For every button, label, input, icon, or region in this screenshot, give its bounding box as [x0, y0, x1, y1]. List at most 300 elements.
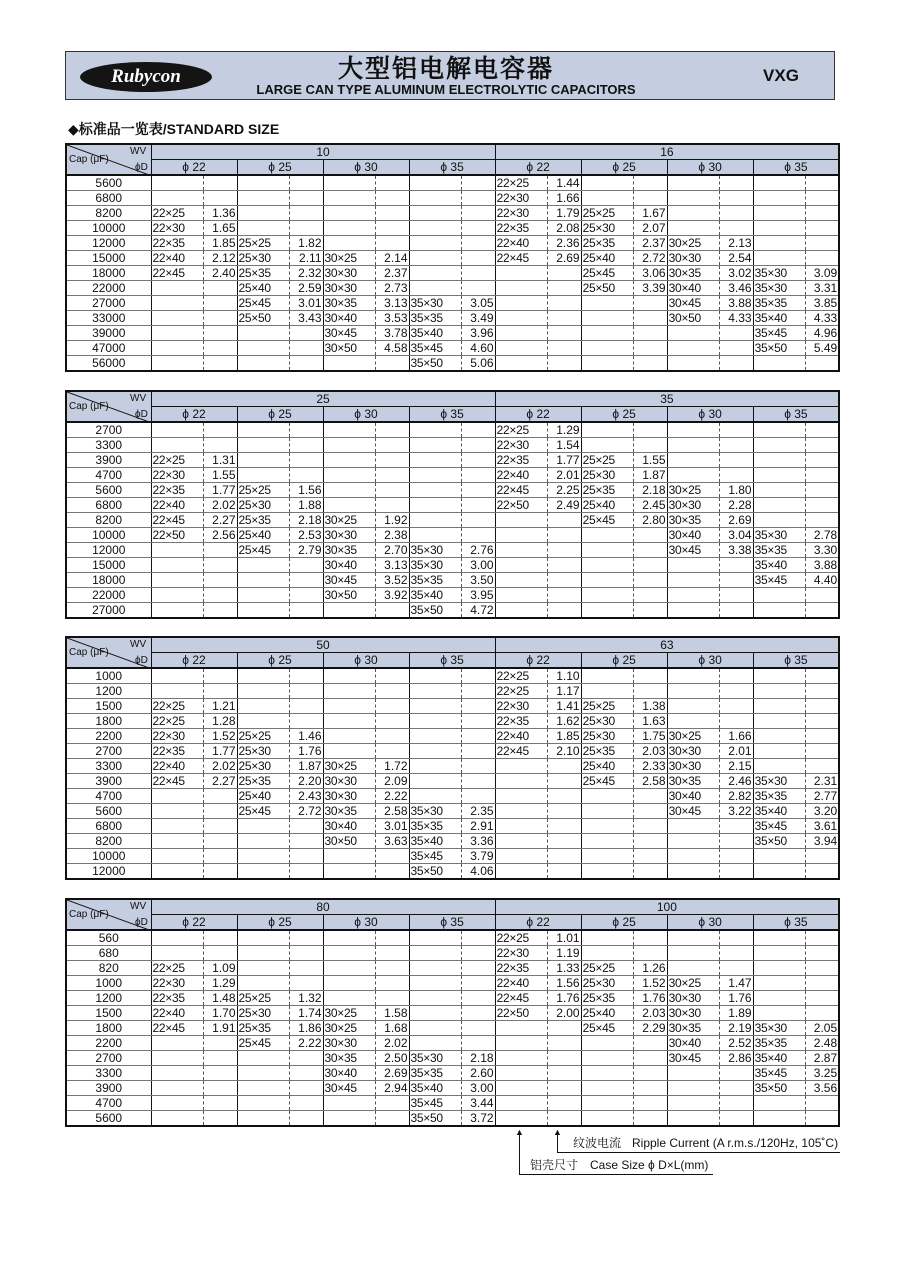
- ripple-current-cell: [289, 422, 323, 438]
- ripple-current-cell: [805, 588, 839, 603]
- case-size-cell: [409, 206, 461, 221]
- ripple-current-cell: 4.40: [805, 573, 839, 588]
- ripple-current-cell: [805, 1006, 839, 1021]
- ripple-current-cell: [719, 573, 753, 588]
- ripple-current-cell: [633, 341, 667, 356]
- case-size-cell: [667, 221, 719, 236]
- case-size-cell: 30×25: [667, 976, 719, 991]
- ripple-current-cell: [375, 468, 409, 483]
- ripple-current-cell: 2.35: [461, 804, 495, 819]
- case-size-cell: 22×35: [151, 483, 203, 498]
- diameter-header: ϕ 25: [237, 160, 323, 176]
- capacitance-cell: 2700: [66, 1051, 151, 1066]
- ripple-current-cell: 1.66: [719, 729, 753, 744]
- ripple-current-cell: [289, 221, 323, 236]
- ripple-current-cell: [375, 976, 409, 991]
- case-size-cell: 25×25: [237, 991, 289, 1006]
- table-row: [66, 744, 839, 759]
- ripple-current-cell: 2.20: [289, 774, 323, 789]
- case-size-cell: 35×40: [753, 804, 805, 819]
- case-size-cell: 30×30: [323, 774, 375, 789]
- case-size-cell: [409, 946, 461, 961]
- case-size-cell: 35×35: [409, 819, 461, 834]
- case-size-cell: 30×30: [667, 1006, 719, 1021]
- ripple-current-cell: [375, 991, 409, 1006]
- case-size-cell: [151, 296, 203, 311]
- case-size-cell: [237, 668, 289, 684]
- ripple-current-cell: [203, 1066, 237, 1081]
- ripple-current-cell: [289, 849, 323, 864]
- ripple-current-cell: 1.87: [633, 468, 667, 483]
- case-size-cell: 22×35: [151, 236, 203, 251]
- case-size-cell: [753, 603, 805, 619]
- case-size-cell: [495, 1051, 547, 1066]
- ripple-current-cell: [547, 1111, 581, 1127]
- ripple-current-cell: 3.06: [633, 266, 667, 281]
- ripple-current-cell: [805, 422, 839, 438]
- ripple-current-cell: [805, 356, 839, 372]
- ripple-current-cell: [461, 468, 495, 483]
- ripple-current-cell: [547, 774, 581, 789]
- ripple-current-cell: 2.52: [719, 1036, 753, 1051]
- ripple-current-cell: 1.76: [547, 991, 581, 1006]
- case-size-cell: [151, 834, 203, 849]
- ripple-current-cell: 2.43: [289, 789, 323, 804]
- ripple-current-cell: 2.94: [375, 1081, 409, 1096]
- case-size-cell: 25×45: [237, 1036, 289, 1051]
- ripple-current-cell: [719, 206, 753, 221]
- case-size-cell: 35×40: [409, 588, 461, 603]
- ripple-current-cell: [547, 834, 581, 849]
- ripple-current-cell: 3.43: [289, 311, 323, 326]
- case-size-cell: [237, 206, 289, 221]
- ripple-current-cell: 1.31: [203, 453, 237, 468]
- case-size-cell: 30×25: [667, 729, 719, 744]
- case-size-cell: [151, 946, 203, 961]
- table-row: [66, 668, 839, 684]
- case-size-cell: 22×25: [151, 699, 203, 714]
- ripple-current-cell: [633, 946, 667, 961]
- case-size-cell: 22×35: [151, 991, 203, 1006]
- voltage-header: 63: [495, 637, 839, 653]
- ripple-current-cell: [719, 603, 753, 619]
- ripple-current-cell: 3.94: [805, 834, 839, 849]
- ripple-current-cell: 3.04: [719, 528, 753, 543]
- case-size-cell: [151, 1111, 203, 1127]
- ripple-current-cell: [461, 422, 495, 438]
- capacitance-cell: 6800: [66, 819, 151, 834]
- case-size-cell: [151, 684, 203, 699]
- case-size-cell: [323, 453, 375, 468]
- diameter-header: ϕ 25: [581, 160, 667, 176]
- case-size-cell: [409, 961, 461, 976]
- ripple-current-cell: 2.78: [805, 528, 839, 543]
- case-size-cell: 30×30: [667, 251, 719, 266]
- capacitance-cell: 2700: [66, 744, 151, 759]
- ripple-current-cell: 4.60: [461, 341, 495, 356]
- diameter-header: ϕ 22: [495, 407, 581, 423]
- ripple-current-cell: [375, 744, 409, 759]
- case-size-cell: 25×35: [581, 991, 633, 1006]
- ripple-current-cell: [461, 528, 495, 543]
- case-size-cell: [409, 453, 461, 468]
- ripple-current-cell: 2.40: [203, 266, 237, 281]
- case-size-cell: [753, 438, 805, 453]
- case-size-cell: 35×30: [753, 281, 805, 296]
- case-size-cell: 22×45: [151, 266, 203, 281]
- case-size-cell: [667, 699, 719, 714]
- capacitance-cell: 8200: [66, 513, 151, 528]
- ripple-current-cell: 1.76: [719, 991, 753, 1006]
- ripple-current-cell: 2.03: [633, 744, 667, 759]
- case-size-cell: [237, 438, 289, 453]
- ripple-current-cell: [633, 588, 667, 603]
- voltage-header: 35: [495, 391, 839, 407]
- case-size-cell: [753, 714, 805, 729]
- ripple-current-cell: 1.17: [547, 684, 581, 699]
- ripple-current-cell: [203, 341, 237, 356]
- case-size-cell: [495, 281, 547, 296]
- case-size-cell: [753, 251, 805, 266]
- case-size-cell: [667, 573, 719, 588]
- ripple-current-cell: 1.28: [203, 714, 237, 729]
- case-size-cell: 30×30: [667, 744, 719, 759]
- ripple-current-cell: 2.33: [633, 759, 667, 774]
- case-size-cell: [495, 1111, 547, 1127]
- ripple-current-cell: 1.72: [375, 759, 409, 774]
- case-size-cell: 25×45: [581, 266, 633, 281]
- case-size-cell: 30×30: [667, 759, 719, 774]
- capacitance-cell: 3900: [66, 774, 151, 789]
- case-size-cell: 35×45: [753, 819, 805, 834]
- case-size-cell: 25×35: [237, 774, 289, 789]
- ripple-current-cell: 5.49: [805, 341, 839, 356]
- capacitance-cell: 47000: [66, 341, 151, 356]
- ripple-current-cell: [289, 834, 323, 849]
- ripple-current-cell: [203, 422, 237, 438]
- ripple-current-cell: 1.91: [203, 1021, 237, 1036]
- case-size-cell: 35×30: [753, 774, 805, 789]
- case-size-cell: [581, 1081, 633, 1096]
- case-size-cell: [237, 341, 289, 356]
- ripple-current-cell: 1.55: [203, 468, 237, 483]
- ripple-current-cell: [461, 175, 495, 191]
- case-size-cell: [323, 668, 375, 684]
- case-size-cell: 30×35: [323, 296, 375, 311]
- ripple-current-cell: [203, 296, 237, 311]
- case-size-cell: 22×25: [151, 453, 203, 468]
- ripple-current-cell: [289, 356, 323, 372]
- case-size-cell: 35×40: [409, 326, 461, 341]
- ripple-current-cell: 4.96: [805, 326, 839, 341]
- ripple-current-cell: [289, 558, 323, 573]
- ripple-current-cell: [547, 281, 581, 296]
- ripple-current-cell: 1.77: [547, 453, 581, 468]
- case-size-cell: [151, 281, 203, 296]
- ripple-current-cell: 3.25: [805, 1066, 839, 1081]
- ripple-current-cell: [805, 221, 839, 236]
- table-row: [66, 961, 839, 976]
- table-row: [66, 251, 839, 266]
- ripple-current-cell: [203, 668, 237, 684]
- cap-label: Cap (μF): [69, 647, 109, 658]
- ripple-current-cell: 3.05: [461, 296, 495, 311]
- case-size-cell: [151, 864, 203, 880]
- voltage-header: 25: [151, 391, 495, 407]
- case-size-cell: [237, 684, 289, 699]
- case-size-cell: 25×35: [581, 744, 633, 759]
- voltage-header: 100: [495, 899, 839, 915]
- ripple-label-cn: 纹波电流: [573, 1136, 622, 1150]
- table-row: [66, 1006, 839, 1021]
- table-row: [66, 453, 839, 468]
- case-size-cell: 22×40: [495, 729, 547, 744]
- case-size-cell: [323, 438, 375, 453]
- case-size-cell: [667, 558, 719, 573]
- capacitance-cell: 12000: [66, 543, 151, 558]
- ripple-current-cell: 2.45: [633, 498, 667, 513]
- case-size-cell: [667, 191, 719, 206]
- ripple-current-cell: [203, 175, 237, 191]
- case-size-cell: [323, 976, 375, 991]
- case-size-cell: [581, 1036, 633, 1051]
- ripple-current-cell: [547, 588, 581, 603]
- case-size-cell: 22×35: [495, 961, 547, 976]
- ripple-current-cell: [203, 1036, 237, 1051]
- ripple-current-cell: 1.48: [203, 991, 237, 1006]
- capacitance-cell: 5600: [66, 804, 151, 819]
- case-size-cell: [323, 175, 375, 191]
- diameter-header: ϕ 35: [409, 653, 495, 669]
- case-size-cell: 30×45: [667, 804, 719, 819]
- ripple-current-cell: 1.52: [203, 729, 237, 744]
- case-size-cell: 25×30: [581, 221, 633, 236]
- case-size-cell: 22×40: [495, 976, 547, 991]
- ripple-current-cell: [203, 543, 237, 558]
- ripple-current-cell: [805, 668, 839, 684]
- diameter-header: ϕ 25: [581, 407, 667, 423]
- ripple-current-cell: [375, 221, 409, 236]
- ripple-current-cell: 2.87: [805, 1051, 839, 1066]
- ripple-current-cell: [203, 930, 237, 946]
- case-size-cell: [581, 356, 633, 372]
- case-size-cell: [409, 1036, 461, 1051]
- ripple-current-cell: [461, 729, 495, 744]
- case-size-cell: [409, 699, 461, 714]
- ripple-current-cell: 1.19: [547, 946, 581, 961]
- ripple-current-cell: [375, 930, 409, 946]
- ripple-current-cell: [719, 221, 753, 236]
- ripple-current-cell: [461, 191, 495, 206]
- ripple-current-cell: 3.09: [805, 266, 839, 281]
- case-size-cell: 22×30: [495, 699, 547, 714]
- table-row: [66, 849, 839, 864]
- case-size-cell: 35×30: [409, 543, 461, 558]
- ripple-current-cell: [805, 206, 839, 221]
- case-size-cell: [409, 684, 461, 699]
- ripple-current-cell: [633, 296, 667, 311]
- ripple-current-cell: 1.56: [547, 976, 581, 991]
- ripple-current-cell: 2.25: [547, 483, 581, 498]
- ripple-current-cell: 2.91: [461, 819, 495, 834]
- ripple-current-cell: 1.65: [203, 221, 237, 236]
- case-size-cell: 22×40: [495, 236, 547, 251]
- capacitance-cell: 1800: [66, 714, 151, 729]
- ripple-current-cell: 3.13: [375, 296, 409, 311]
- case-size-cell: 35×40: [409, 1081, 461, 1096]
- case-size-cell: [667, 849, 719, 864]
- ripple-current-cell: 3.39: [633, 281, 667, 296]
- case-size-cell: [323, 729, 375, 744]
- ripple-current-cell: [719, 1096, 753, 1111]
- case-size-cell: 30×45: [323, 573, 375, 588]
- case-size-cell: 22×45: [495, 483, 547, 498]
- case-size-cell: [409, 513, 461, 528]
- table-row: [66, 699, 839, 714]
- case-size-cell: 22×25: [495, 422, 547, 438]
- case-size-cell: [581, 1096, 633, 1111]
- ripple-current-cell: 3.46: [719, 281, 753, 296]
- case-size-cell: 22×40: [151, 759, 203, 774]
- case-size-cell: [753, 976, 805, 991]
- ripple-current-cell: [289, 819, 323, 834]
- ripple-current-cell: [633, 422, 667, 438]
- ripple-current-cell: [805, 714, 839, 729]
- table-row: [66, 356, 839, 372]
- case-size-cell: [237, 834, 289, 849]
- diameter-header: ϕ 35: [409, 160, 495, 176]
- ripple-current-cell: 2.03: [633, 1006, 667, 1021]
- ripple-current-cell: [633, 356, 667, 372]
- ripple-current-cell: 1.52: [633, 976, 667, 991]
- case-size-cell: 30×30: [323, 789, 375, 804]
- case-size-cell: [753, 468, 805, 483]
- case-size-cell: [323, 744, 375, 759]
- ripple-current-cell: [289, 1096, 323, 1111]
- ripple-current-cell: 2.32: [289, 266, 323, 281]
- table-row: [66, 468, 839, 483]
- case-size-cell: 25×35: [581, 483, 633, 498]
- case-size-cell: [237, 1066, 289, 1081]
- ripple-current-cell: [203, 588, 237, 603]
- ripple-current-cell: 2.73: [375, 281, 409, 296]
- case-size-cell: 22×25: [495, 668, 547, 684]
- ripple-current-cell: 1.92: [375, 513, 409, 528]
- case-size-cell: [237, 714, 289, 729]
- ripple-label-en: Ripple Current (A r.m.s./120Hz, 105˚C): [632, 1136, 839, 1150]
- capacitance-cell: 15000: [66, 251, 151, 266]
- case-size-cell: [495, 603, 547, 619]
- diameter-header: ϕ 25: [581, 653, 667, 669]
- case-size-cell: [151, 558, 203, 573]
- ripple-current-cell: [375, 729, 409, 744]
- ripple-current-cell: 2.36: [547, 236, 581, 251]
- case-size-cell: 35×30: [409, 1051, 461, 1066]
- ripple-current-cell: [289, 946, 323, 961]
- case-size-cell: 25×30: [581, 468, 633, 483]
- ripple-current-cell: [805, 991, 839, 1006]
- table-row: [66, 311, 839, 326]
- case-size-cell: 30×50: [323, 341, 375, 356]
- case-size-pointer-line: [519, 1132, 520, 1174]
- ripple-current-cell: 1.75: [633, 729, 667, 744]
- legend: [515, 1128, 840, 1178]
- case-size-label-en: Case Size ϕ D×L(mm): [590, 1158, 709, 1172]
- case-size-cell: 30×35: [323, 543, 375, 558]
- table-row: [66, 1096, 839, 1111]
- case-size-cell: 25×35: [581, 236, 633, 251]
- case-size-cell: [151, 603, 203, 619]
- table-row: [66, 603, 839, 619]
- diameter-header: ϕ 35: [753, 653, 839, 669]
- ripple-current-cell: [203, 356, 237, 372]
- ripple-current-cell: [375, 684, 409, 699]
- case-size-cell: [667, 326, 719, 341]
- case-size-cell: [753, 1111, 805, 1127]
- case-size-cell: [753, 668, 805, 684]
- case-size-cell: [581, 789, 633, 804]
- case-size-cell: [753, 930, 805, 946]
- table-row: [66, 341, 839, 356]
- ripple-current-cell: [719, 699, 753, 714]
- ripple-current-cell: [633, 438, 667, 453]
- ripple-current-cell: 1.62: [547, 714, 581, 729]
- case-size-cell: 25×35: [237, 513, 289, 528]
- case-size-cell: 30×35: [667, 513, 719, 528]
- capacitance-cell: 1200: [66, 991, 151, 1006]
- ripple-current-cell: [719, 864, 753, 880]
- table-row: [66, 774, 839, 789]
- table-row: [66, 1051, 839, 1066]
- ripple-current-cell: [633, 819, 667, 834]
- standard-size-table-block: [65, 636, 837, 880]
- capacitance-cell: 56000: [66, 356, 151, 372]
- case-size-cell: [495, 266, 547, 281]
- case-size-cell: 22×45: [151, 1021, 203, 1036]
- capacitance-cell: 680: [66, 946, 151, 961]
- ripple-current-cell: 2.27: [203, 513, 237, 528]
- ripple-current-cell: [805, 236, 839, 251]
- ripple-current-cell: 1.70: [203, 1006, 237, 1021]
- case-size-cell: [409, 438, 461, 453]
- ripple-current-cell: 1.80: [719, 483, 753, 498]
- diameter-header: ϕ 25: [237, 653, 323, 669]
- case-size-cell: [495, 819, 547, 834]
- ripple-current-cell: [805, 603, 839, 619]
- ripple-current-cell: 3.72: [461, 1111, 495, 1127]
- case-size-cell: [753, 946, 805, 961]
- ripple-current-cell: [289, 1066, 323, 1081]
- case-size-cell: [753, 744, 805, 759]
- case-size-cell: 30×25: [323, 1006, 375, 1021]
- case-size-cell: 30×50: [323, 588, 375, 603]
- ripple-current-cell: [547, 1021, 581, 1036]
- ripple-current-cell: [375, 236, 409, 251]
- ripple-current-cell: 2.38: [375, 528, 409, 543]
- case-size-cell: [753, 961, 805, 976]
- ripple-current-cell: 2.27: [203, 774, 237, 789]
- case-size-cell: 25×40: [581, 759, 633, 774]
- capacitance-cell: 3900: [66, 453, 151, 468]
- ripple-current-cell: [719, 453, 753, 468]
- page-header: [65, 51, 835, 100]
- case-size-cell: 35×30: [409, 296, 461, 311]
- ripple-current-cell: [547, 1096, 581, 1111]
- case-size-cell: [151, 930, 203, 946]
- case-size-cell: [323, 961, 375, 976]
- case-size-cell: [151, 668, 203, 684]
- table-row: [66, 483, 839, 498]
